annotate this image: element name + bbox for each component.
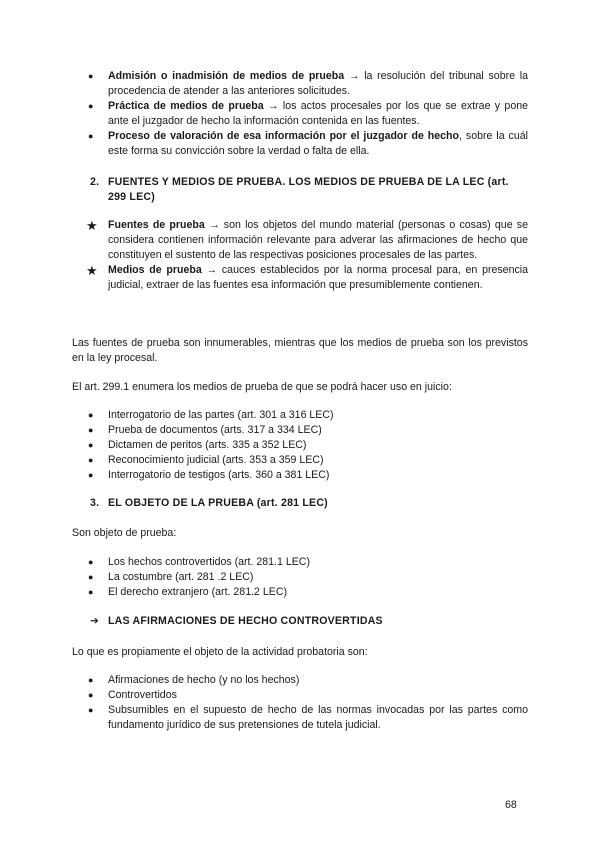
medios-list xyxy=(72,408,528,483)
bullet-icon: ● xyxy=(88,470,94,480)
list-item: ● Controvertidos xyxy=(88,689,177,701)
bullet-icon: ● xyxy=(88,705,94,715)
bullet-icon: ● xyxy=(88,557,94,567)
star-list xyxy=(72,218,528,293)
bullet-icon: ● xyxy=(88,410,94,420)
list-item: ★ Medios de prueba → cauces establecidos por la norma procesal para, en presencia judicial, extraer de las fuentes esa información que presumiblemente contienen. xyxy=(86,263,529,291)
paragraph: El art. 299.1 enumera los medios de prueba de que se podrá hacer uso en juicio: xyxy=(72,381,452,393)
list-item: ● Interrogatorio de las partes (art. 301 a 316 LEC) xyxy=(88,409,334,421)
list-item: ● Los hechos controvertidos (art. 281.1 LEC) xyxy=(88,556,310,568)
list-item: ● Proceso de valoración de esa información por el juzgador de hecho, sobre la cuál este forma su convicción sobre la verdad o falta de ella. xyxy=(88,130,528,157)
list-item: ● Afirmaciones de hecho (y no los hechos) xyxy=(88,674,300,686)
section-heading: 2. FUENTES Y MEDIOS DE PRUEBA. LOS MEDIOS DE PRUEBA DE LA LEC (art. 299 LEC) xyxy=(90,176,509,203)
list-item: ● Prueba de documentos (arts. 317 a 334 LEC) xyxy=(88,424,322,436)
paragraph: Son objeto de prueba: xyxy=(72,527,177,539)
star-icon: ★ xyxy=(86,263,98,278)
arrow-icon: ➔ xyxy=(90,615,100,627)
list-item: ● La costumbre (art. 281 .2 LEC) xyxy=(88,571,254,583)
bullet-icon: ● xyxy=(88,131,94,141)
page-number: 68 xyxy=(505,799,517,811)
list-item: ● Subsumibles en el supuesto de hecho de las normas invocadas por las partes como fundamento jurídico de sus pretensiones de tutela judicial. xyxy=(88,704,528,731)
bullet-icon: ● xyxy=(88,455,94,465)
list-item: ● Reconocimiento judicial (arts. 353 a 359 LEC) xyxy=(88,454,324,466)
star-icon: ★ xyxy=(86,218,98,233)
list-item: ● Admisión o inadmisión de medios de prueba → la resolución del tribunal sobre la procedencia de atender a las anteriores solicitudes. xyxy=(88,70,528,97)
intro-list xyxy=(72,69,528,159)
list-item: ● El derecho extranjero (art. 281.2 LEC) xyxy=(88,586,288,598)
bullet-icon: ● xyxy=(88,690,94,700)
bullet-icon: ● xyxy=(88,101,94,111)
bullet-icon: ● xyxy=(88,440,94,450)
afirmaciones-list xyxy=(72,673,528,733)
bullet-icon: ● xyxy=(88,675,94,685)
bullet-icon: ● xyxy=(88,572,94,582)
bullet-icon: ● xyxy=(88,587,94,597)
list-item: ● Dictamen de peritos (arts. 335 a 352 LEC) xyxy=(88,439,307,451)
list-item: ● Interrogatorio de testigos (arts. 360 a 381 LEC) xyxy=(88,469,330,481)
section-heading: 3. EL OBJETO DE LA PRUEBA (art. 281 LEC) xyxy=(90,497,328,509)
paragraph: Lo que es propiamente el objeto de la actividad probatoria son: xyxy=(72,646,368,658)
bullet-icon: ● xyxy=(88,71,94,81)
list-item: ★ Fuentes de prueba → son los objetos del mundo material (personas o cosas) que se considera contienen información relevante para adverar las afirmaciones de hecho que constituyen el sustento de las respectivas posiciones procesales de las partes. xyxy=(86,218,528,261)
bullet-icon: ● xyxy=(88,425,94,435)
subheading: ➔ LAS AFIRMACIONES DE HECHO CONTROVERTIDAS xyxy=(90,615,383,627)
paragraph: Las fuentes de prueba son innumerables, mientras que los medios de prueba son los previstos en la ley procesal. xyxy=(72,337,528,364)
objeto-list xyxy=(72,555,528,600)
list-item: ● Práctica de medios de prueba → los actos procesales por los que se extrae y pone ante el juzgador de hecho la información contenida en las fuentes. xyxy=(88,100,528,127)
